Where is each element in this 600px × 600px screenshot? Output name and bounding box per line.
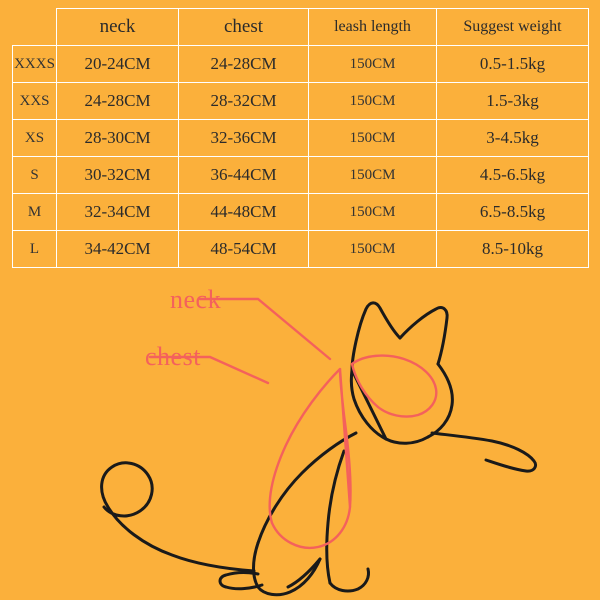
neck-label: neck <box>170 285 222 314</box>
cat-outline-icon <box>0 265 600 600</box>
cell-chest: 48-54CM <box>179 231 309 268</box>
cell-neck: 20-24CM <box>57 46 179 83</box>
cell-weight: 4.5-6.5kg <box>437 157 589 194</box>
cell-weight: 0.5-1.5kg <box>437 46 589 83</box>
cell-neck: 34-42CM <box>57 231 179 268</box>
table-header-cell-suggest-weight: Suggest weight <box>437 9 589 46</box>
table-header-cell-neck: neck <box>57 9 179 46</box>
cell-leash: 150CM <box>309 83 437 120</box>
cell-weight: 3-4.5kg <box>437 120 589 157</box>
table-header-cell-chest: chest <box>179 9 309 46</box>
cell-weight: 6.5-8.5kg <box>437 194 589 231</box>
cell-chest: 24-28CM <box>179 46 309 83</box>
cell-size: XS <box>13 120 57 157</box>
table-row <box>13 231 589 268</box>
cell-chest: 36-44CM <box>179 157 309 194</box>
cell-chest: 32-36CM <box>179 120 309 157</box>
size-table <box>12 8 589 268</box>
cell-leash: 150CM <box>309 120 437 157</box>
table-body <box>13 46 589 268</box>
table-header-cell-leash-length: leash length <box>309 9 437 46</box>
cell-leash: 150CM <box>309 46 437 83</box>
cell-size: L <box>13 231 57 268</box>
table-row <box>13 157 589 194</box>
cell-size: M <box>13 194 57 231</box>
table-row <box>13 120 589 157</box>
cell-chest: 28-32CM <box>179 83 309 120</box>
cell-neck: 30-32CM <box>57 157 179 194</box>
table-header-row <box>13 9 589 46</box>
cell-size: XXS <box>13 83 57 120</box>
cell-leash: 150CM <box>309 157 437 194</box>
table-header-cell-blank <box>13 9 57 46</box>
size-table-container <box>12 8 588 268</box>
cat-measurement-diagram <box>0 265 600 600</box>
table-row <box>13 46 589 83</box>
chest-label: chest <box>145 342 201 371</box>
cell-weight: 1.5-3kg <box>437 83 589 120</box>
cell-leash: 150CM <box>309 194 437 231</box>
table-header <box>13 9 589 46</box>
cell-neck: 28-30CM <box>57 120 179 157</box>
cell-size: XXXS <box>13 46 57 83</box>
cell-neck: 24-28CM <box>57 83 179 120</box>
table-row <box>13 83 589 120</box>
cell-chest: 44-48CM <box>179 194 309 231</box>
cell-neck: 32-34CM <box>57 194 179 231</box>
table-row <box>13 194 589 231</box>
cell-weight: 8.5-10kg <box>437 231 589 268</box>
cell-leash: 150CM <box>309 231 437 268</box>
cell-size: S <box>13 157 57 194</box>
